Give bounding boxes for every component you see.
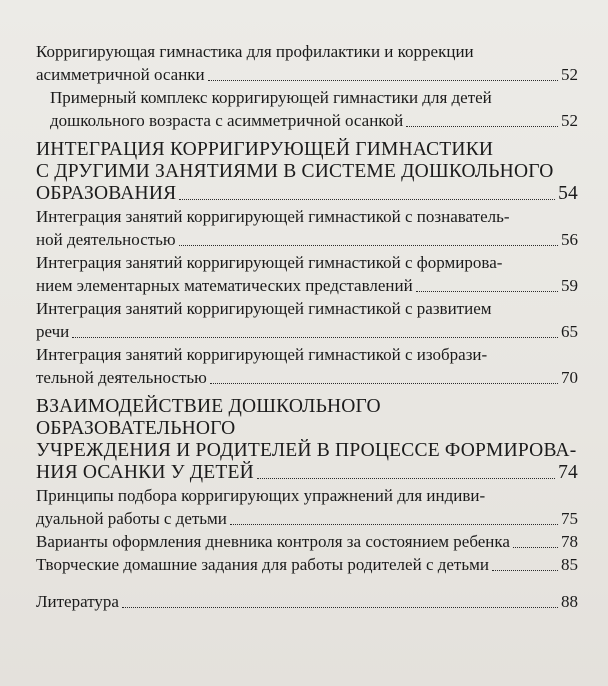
toc-page-number: 56 [561, 230, 578, 249]
toc-entry-line: НИЯ ОСАНКИ У ДЕТЕЙ [36, 462, 254, 483]
toc-entry-last-line [36, 553, 578, 576]
dot-leader [513, 547, 558, 548]
toc-page-number: 65 [561, 322, 578, 341]
toc-entry-last-line [36, 530, 578, 553]
dot-leader [179, 199, 555, 200]
toc-entry-last-line [36, 183, 578, 205]
toc-entry-line: Примерный комплекс корригирующей гимнастики для детей [50, 88, 492, 107]
toc-entry [36, 343, 578, 389]
toc-entry [36, 553, 578, 576]
dot-leader [208, 80, 558, 81]
toc-entry-line: УЧРЕЖДЕНИЯ И РОДИТЕЛЕЙ В ПРОЦЕССЕ ФОРМИРОВА- [36, 440, 577, 461]
toc-entry-line: нием элементарных математических представлений [36, 276, 413, 295]
toc-entry-line: Интеграция занятий корригирующей гимнастикой с познаватель- [36, 207, 510, 226]
toc-page-number: 54 [558, 183, 578, 204]
dot-leader [492, 570, 558, 571]
toc-section-heading [36, 139, 578, 205]
toc-entry-line: Варианты оформления дневника контроля за состоянием ребенка [36, 532, 510, 551]
toc-page-number: 85 [561, 555, 578, 574]
toc-page-number: 52 [561, 111, 578, 130]
toc-entry-line: ИНТЕГРАЦИЯ КОРРИГИРУЮЩЕЙ ГИМНАСТИКИ [36, 139, 494, 160]
toc-entry-line: Литература [36, 592, 119, 611]
toc-entry-last-line [36, 63, 578, 86]
toc-entry-line: тельной деятельностью [36, 368, 207, 387]
dot-leader [257, 478, 555, 479]
toc-entry-last-line [36, 320, 578, 343]
toc-entry [36, 205, 578, 251]
toc-entry [36, 297, 578, 343]
toc-entry-last-line [36, 366, 578, 389]
toc-entry-line: асимметричной осанки [36, 65, 205, 84]
dot-leader [406, 126, 558, 127]
toc-entry-last-line [36, 590, 578, 613]
dot-leader [122, 607, 558, 608]
toc-entry-line: Интеграция занятий корригирующей гимнастикой с формирова- [36, 253, 503, 272]
toc-entry [36, 590, 578, 613]
toc-entry-line: Интеграция занятий корригирующей гимнастикой с изобрази- [36, 345, 488, 364]
toc-entry [36, 86, 578, 132]
toc-entry-line: ВЗАИМОДЕЙСТВИЕ ДОШКОЛЬНОГО ОБРАЗОВАТЕЛЬНОГО [36, 396, 381, 439]
toc-entry [36, 251, 578, 297]
toc-entry-line: С ДРУГИМИ ЗАНЯТИЯМИ В СИСТЕМЕ ДОШКОЛЬНОГО [36, 161, 554, 182]
toc-page-number: 70 [561, 368, 578, 387]
toc-entry-line: Принципы подбора корригирующих упражнений для индиви- [36, 486, 486, 505]
dot-leader [210, 383, 558, 384]
toc-gap [36, 576, 578, 590]
toc-entry-last-line [36, 228, 578, 251]
toc-page-number: 78 [561, 532, 578, 551]
toc-entry-line: ной деятельностью [36, 230, 176, 249]
toc-section-heading [36, 396, 578, 484]
toc-entry-last-line [36, 274, 578, 297]
toc-page-number: 75 [561, 509, 578, 528]
toc-entry [36, 484, 578, 530]
dot-leader [72, 337, 558, 338]
toc-entry-line: дуальной работы с детьми [36, 509, 227, 528]
toc-entry-last-line [36, 462, 578, 484]
toc-entry-line: Творческие домашние задания для работы родителей с детьми [36, 555, 489, 574]
dot-leader [179, 245, 558, 246]
toc-entry-last-line [36, 507, 578, 530]
toc-entry-line: Интеграция занятий корригирующей гимнастикой с развитием [36, 299, 492, 318]
toc-entry [36, 530, 578, 553]
dot-leader [230, 524, 558, 525]
toc-page-number: 52 [561, 65, 578, 84]
toc-entry-line: дошкольного возраста с асимметричной осанкой [50, 111, 404, 130]
toc-entry-line: ОБРАЗОВАНИЯ [36, 183, 177, 204]
toc-entry-last-line [50, 109, 578, 132]
toc-page-number: 88 [561, 592, 578, 611]
toc-page-number: 59 [561, 276, 578, 295]
toc-entry [36, 40, 578, 86]
toc-entry-line: речи [36, 322, 70, 341]
toc-page-number: 74 [558, 462, 578, 483]
dot-leader [416, 291, 558, 292]
toc-entry-line: Корригирующая гимнастика для профилактики и коррекции [36, 42, 474, 61]
